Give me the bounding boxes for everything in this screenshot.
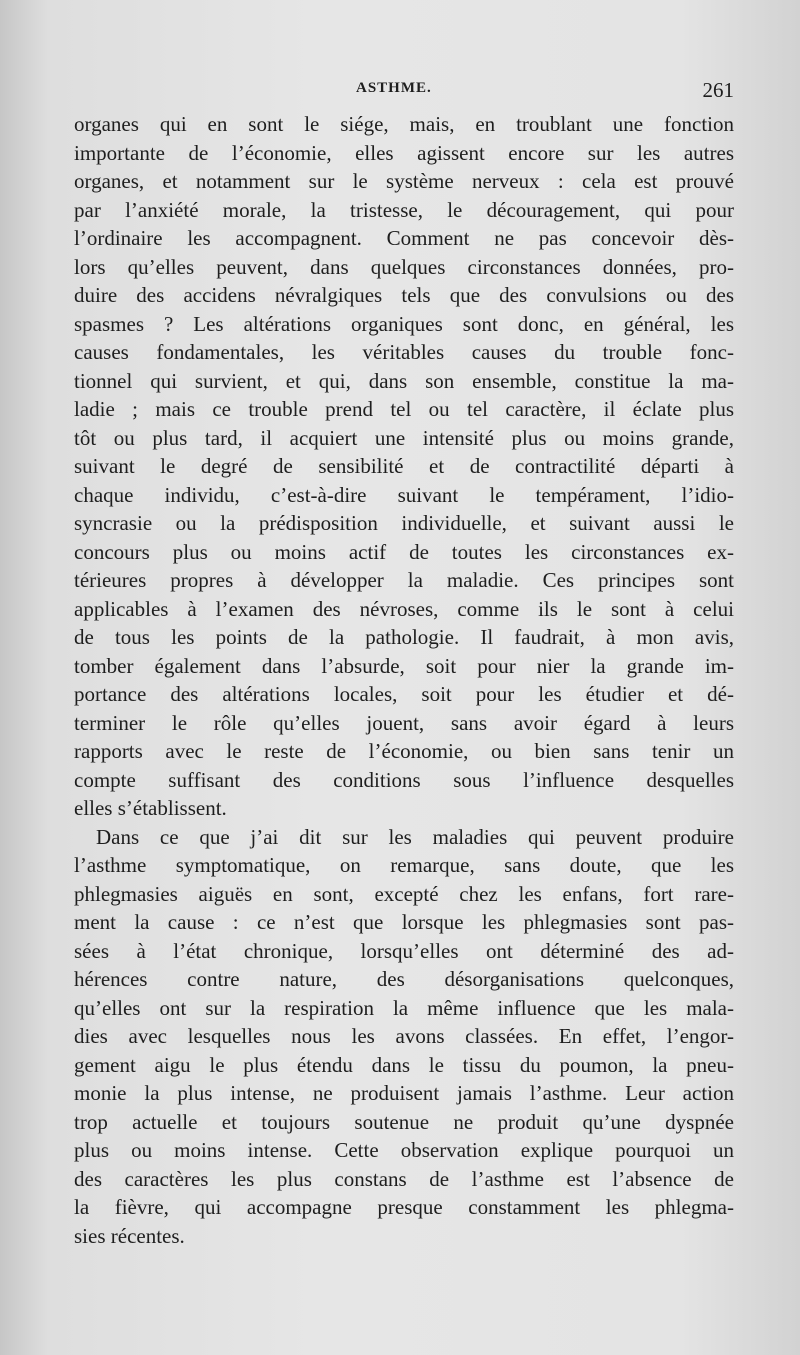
text-line: térieures propres à développer la maladie. Ces principes sont: [74, 568, 734, 592]
text-line: applicables à l’examen des névroses, comme ils le sont à celui: [74, 596, 734, 621]
text-line: qu’elles ont sur la respiration la même influence que les mala-: [74, 995, 734, 1020]
paragraph-end-line: sies récentes.: [74, 1223, 185, 1248]
text-line: terminer le rôle qu’elles jouent, sans avoir égard à leurs: [74, 710, 734, 735]
text-line: des caractères les plus constans de l’asthme est l’absence de: [74, 1166, 734, 1191]
page-number: 261: [702, 78, 734, 102]
text-line: organes qui en sont le siége, mais, en troublant une fonction: [74, 112, 734, 136]
text-line: syncrasie ou la prédisposition individuelle, et suivant aussi le: [74, 511, 734, 535]
text-line: l’ordinaire les accompagnent. Comment ne pas concevoir dès-: [74, 226, 734, 250]
text-line: gement aigu le plus étendu dans le tissu du poumon, la pneu-: [74, 1052, 734, 1077]
text-line: dies avec lesquelles nous les avons classées. En effet, l’engor-: [74, 1024, 734, 1048]
text-line: ment la cause : ce n’est que lorsque les phlegmasies sont pas-: [74, 910, 734, 934]
text-line: causes fondamentales, les véritables causes du trouble fonc-: [74, 340, 734, 364]
text-line: de tous les points de la pathologie. Il faudrait, à mon avis,: [74, 625, 734, 649]
body-text: [74, 110, 734, 1250]
text-line: concours plus ou moins actif de toutes les circonstances ex-: [74, 539, 734, 564]
paragraph-start-line: Dans ce que j’ai dit sur les maladies qui peuvent produire: [96, 824, 734, 849]
text-line: trop actuelle et toujours soutenue ne produit qu’une dyspnée: [74, 1109, 734, 1134]
text-line: tionnel qui survient, et qui, dans son ensemble, constitue la ma-: [74, 368, 734, 393]
text-line: lors qu’elles peuvent, dans quelques circonstances données, pro-: [74, 254, 734, 279]
page-header: [74, 78, 734, 106]
text-line: importante de l’économie, elles agissent encore sur les autres: [74, 140, 734, 165]
text-line: hérences contre nature, des désorganisations quelconques,: [74, 967, 734, 991]
text-line: spasmes ? Les altérations organiques sont donc, en général, les: [74, 311, 734, 336]
text-line: ladie ; mais ce trouble prend tel ou tel caractère, il éclate plus: [74, 397, 734, 421]
running-title: ASTHME.: [356, 80, 432, 96]
text-line: tomber également dans l’absurde, soit pour nier la grande im-: [74, 653, 734, 678]
text-line: la fièvre, qui accompagne presque constamment les phlegma-: [74, 1195, 734, 1219]
text-line: suivant le degré de sensibilité et de contractilité départi à: [74, 454, 734, 478]
text-line: chaque individu, c’est-à-dire suivant le tempérament, l’idio-: [74, 482, 734, 507]
text-line: rapports avec le reste de l’économie, ou bien sans tenir un: [74, 739, 734, 763]
text-line: tôt ou plus tard, il acquiert une intensité plus ou moins grande,: [74, 425, 734, 450]
text-line: compte suffisant des conditions sous l’influence desquelles: [74, 767, 734, 792]
text-line: organes, et notamment sur le système nerveux : cela est prouvé: [74, 169, 734, 193]
text-line: duire des accidens névralgiques tels que des convulsions ou des: [74, 283, 734, 307]
paragraph-end-line: elles s’établissent.: [74, 796, 227, 820]
text-line: monie la plus intense, ne produisent jamais l’asthme. Leur action: [74, 1081, 734, 1105]
text-line: sées à l’état chronique, lorsqu’elles ont déterminé des ad-: [74, 938, 734, 963]
text-line: par l’anxiété morale, la tristesse, le découragement, qui pour: [74, 197, 734, 222]
text-line: phlegmasies aiguës en sont, excepté chez les enfans, fort rare-: [74, 881, 734, 906]
text-line: l’asthme symptomatique, on remarque, sans doute, que les: [74, 853, 734, 877]
text-line: plus ou moins intense. Cette observation explique pourquoi un: [74, 1138, 734, 1162]
text-line: portance des altérations locales, soit pour les étudier et dé-: [74, 682, 734, 706]
